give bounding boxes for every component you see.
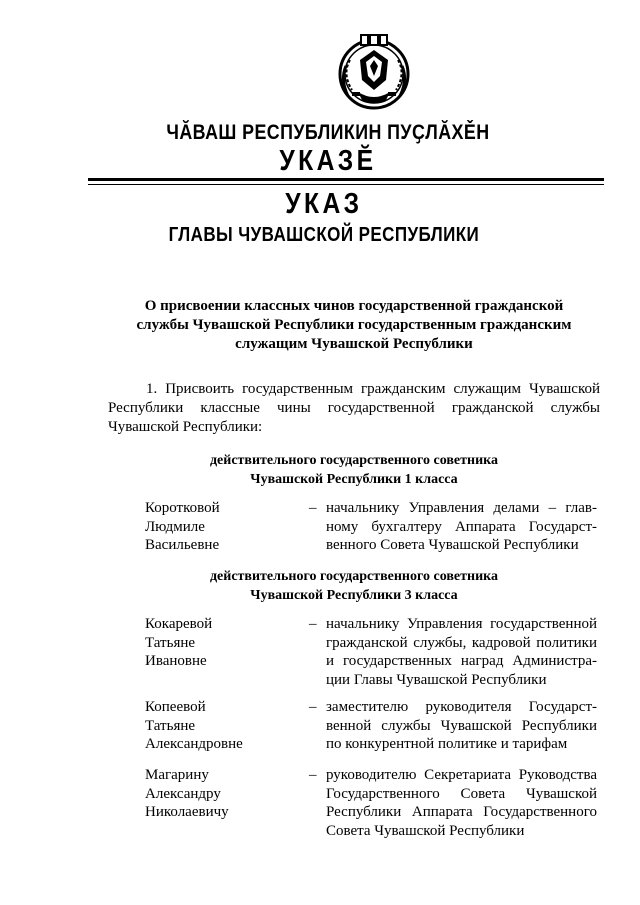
decree-subject [108,297,600,354]
entry-dash: – [309,616,317,632]
russian-header-subtitle: ГЛАВЫ ЧУВАШСКОЙ РЕСПУБЛИКИ [168,224,480,246]
appointee-name: Копеевой Татьяне Александровне [145,699,243,752]
russian-header-title: УКАЗ [285,188,363,220]
chuvash-header-line2: УКАЗĔ [279,145,377,177]
appointee-name: Магарину Александру Николаевичу [145,767,229,820]
appointee-position: начальнику Управления делами – глав- ному бухгалтеру Аппарата Государст- венного Совета Чувашской Республики [326,500,597,553]
header-divider-thick [88,178,604,181]
entry-dash: – [309,699,317,715]
header-divider-thin [88,184,604,185]
appointee-position: руководителю Секретариата Руководства Государственного Совета Чувашской Республики Аппарата Государственного Совета Чувашской Республики [326,767,597,839]
rank-title-line: действительного государственного советника [209,453,499,468]
rank-title [108,451,600,489]
rank-title [108,567,600,605]
entry-dash: – [309,767,317,783]
subject-line: службы Чувашской Республики государственным гражданским [136,317,572,333]
coat-of-arms-emblem [332,30,416,114]
appointee-position: заместителю руководителя Государст- венной службы Чувашской Республики по конкурентной политике и тарифам [326,699,597,752]
paragraph-text: Присвоить государственным гражданским служащим Чувашской Республики классные чины государственной гражданской службы Чувашской Республики: [108,381,600,435]
paragraph-number: 1. [146,381,158,397]
rank-title-line: Чувашской Республики 1 класса [250,472,458,487]
rank-title-line: действительного государственного советника [209,569,499,584]
appointee-name: Кокаревой Татьяне Ивановне [145,616,213,669]
subject-line: О присвоении классных чинов государственной гражданской [144,298,564,314]
appointee-name: Коротковой Людмиле Васильевне [145,500,220,553]
appointee-position: начальнику Управления государственной гражданской службы, кадровой политики и государственных наград Администра- ции Главы Чувашской Республики [326,616,597,688]
rank-title-line: Чувашской Республики 3 класса [250,588,458,603]
entry-dash: – [309,500,317,516]
subject-line: служащим Чувашской Республики [235,336,473,352]
paragraph-1 [108,380,600,437]
chuvash-header-line1: ЧĂВАШ РЕСПУБЛИКИН ПУҪЛĂХĚН [166,121,490,144]
